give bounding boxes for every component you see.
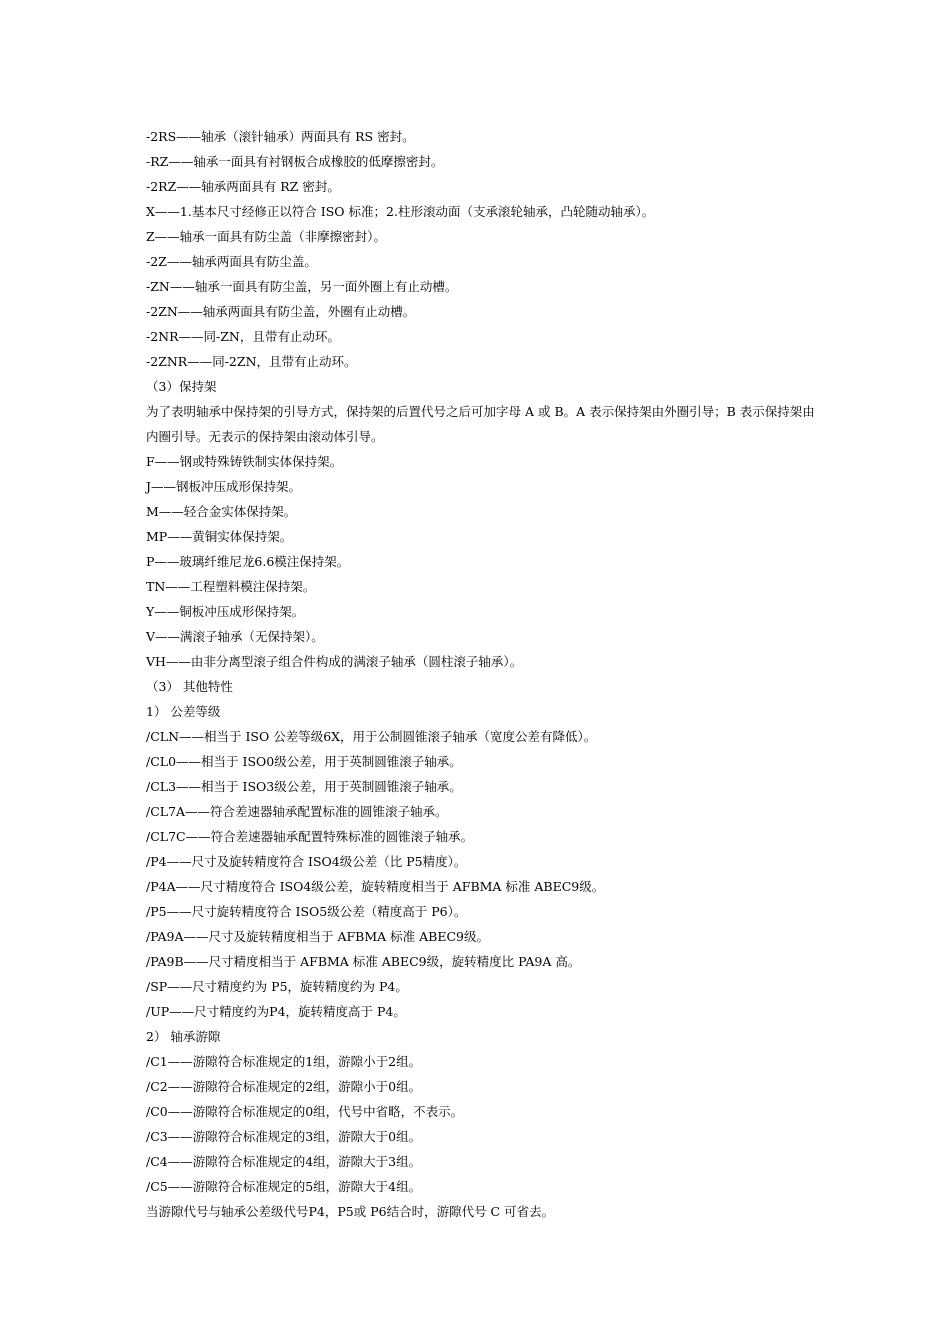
text-line: Z——轴承一面具有防尘盖（非摩擦密封）。 xyxy=(146,229,386,244)
text-line: 当游隙代号与轴承公差级代号P4，P5或 P6结合时，游隙代号 C 可省去。 xyxy=(146,1204,555,1219)
text-line: Y——铜板冲压成形保持架。 xyxy=(146,604,305,619)
text-line: /CL0——相当于 ISO0级公差，用于英制圆锥滚子轴承。 xyxy=(146,754,462,769)
text-line: /PA9B——尺寸精度相当于 AFBMA 标准 ABEC9级，旋转精度比 PA9A 高。 xyxy=(146,954,581,969)
text-line: -2RS——轴承（滚针轴承）两面具有 RS 密封。 xyxy=(146,129,415,144)
text-line: /UP——尺寸精度约为P4，旋转精度高于 P4。 xyxy=(146,1004,406,1019)
section-heading: （3） 其他特性 xyxy=(146,679,233,694)
text-line: X——1.基本尺寸经修正以符合 ISO 标准；2.柱形滚动面（支承滚轮轴承，凸轮随动轴承）。 xyxy=(146,204,655,219)
text-line: P——玻璃纤维尼龙6.6模注保持架。 xyxy=(146,554,350,569)
text-line: TN——工程塑料模注保持架。 xyxy=(146,579,316,594)
text-line: /CLN——相当于 ISO 公差等级6X，用于公制圆锥滚子轴承（宽度公差有降低）。 xyxy=(146,729,597,744)
document-body xyxy=(146,124,826,1224)
text-line: -2RZ——轴承两面具有 RZ 密封。 xyxy=(146,179,340,194)
text-line: /C3——游隙符合标准规定的3组，游隙大于0组。 xyxy=(146,1129,422,1144)
text-line: /C2——游隙符合标准规定的2组，游隙小于0组。 xyxy=(146,1079,422,1094)
text-line: /P4A——尺寸精度符合 ISO4级公差，旋转精度相当于 AFBMA 标准 ABEC9级。 xyxy=(146,879,605,894)
text-line: /CL7A——符合差速器轴承配置标准的圆锥滚子轴承。 xyxy=(146,804,448,819)
subsection-heading: 2） 轴承游隙 xyxy=(146,1029,221,1044)
text-line: /SP——尺寸精度约为 P5，旋转精度约为 P4。 xyxy=(146,979,408,994)
text-line: /P4——尺寸及旋转精度符合 ISO4级公差（比 P5精度）。 xyxy=(146,854,467,869)
text-line: /C4——游隙符合标准规定的4组，游隙大于3组。 xyxy=(146,1154,422,1169)
text-line: /P5——尺寸旋转精度符合 ISO5级公差（精度高于 P6）。 xyxy=(146,904,467,919)
text-line: F——钢或特殊铸铁制实体保持架。 xyxy=(146,454,343,469)
subsection-heading: 1） 公差等级 xyxy=(146,704,221,719)
text-line: /PA9A——尺寸及旋转精度相当于 AFBMA 标准 ABEC9级。 xyxy=(146,929,489,944)
text-line: -2NR——同-ZN，且带有止动环。 xyxy=(146,329,340,344)
text-line: MP——黄铜实体保持架。 xyxy=(146,529,293,544)
text-line: -ZN——轴承一面具有防尘盖，另一面外圈上有止动槽。 xyxy=(146,279,458,294)
text-line: /C1——游隙符合标准规定的1组，游隙小于2组。 xyxy=(146,1054,422,1069)
text-line: /C5——游隙符合标准规定的5组，游隙大于4组。 xyxy=(146,1179,422,1194)
section-heading: （3）保持架 xyxy=(146,379,217,394)
text-line: /C0——游隙符合标准规定的0组，代号中省略，不表示。 xyxy=(146,1104,464,1119)
text-line: -2ZN——轴承两面具有防尘盖，外圈有止动槽。 xyxy=(146,304,416,319)
text-line: -2Z——轴承两面具有防尘盖。 xyxy=(146,254,317,269)
text-line: V——满滚子轴承（无保持架）。 xyxy=(146,629,324,644)
text-line: M——轻合金实体保持架。 xyxy=(146,504,297,519)
text-line: /CL3——相当于 ISO3级公差，用于英制圆锥滚子轴承。 xyxy=(146,779,462,794)
text-line: VH——由非分离型滚子组合件构成的满滚子轴承（圆柱滚子轴承）。 xyxy=(146,654,523,669)
paragraph: 为了表明轴承中保持架的引导方式，保持架的后置代号之后可加字母 A 或 B。A 表示保持架由外圈引导；B 表示保持架由内圈引导。无表示的保持架由滚动体引导。 xyxy=(146,404,815,444)
text-line: J——钢板冲压成形保持架。 xyxy=(146,479,302,494)
text-line: /CL7C——符合差速器轴承配置特殊标准的圆锥滚子轴承。 xyxy=(146,829,474,844)
text-line: -RZ——轴承一面具有衬钢板合成橡胶的低摩擦密封。 xyxy=(146,154,444,169)
text-line: -2ZNR——同-2ZN，且带有止动环。 xyxy=(146,354,357,369)
